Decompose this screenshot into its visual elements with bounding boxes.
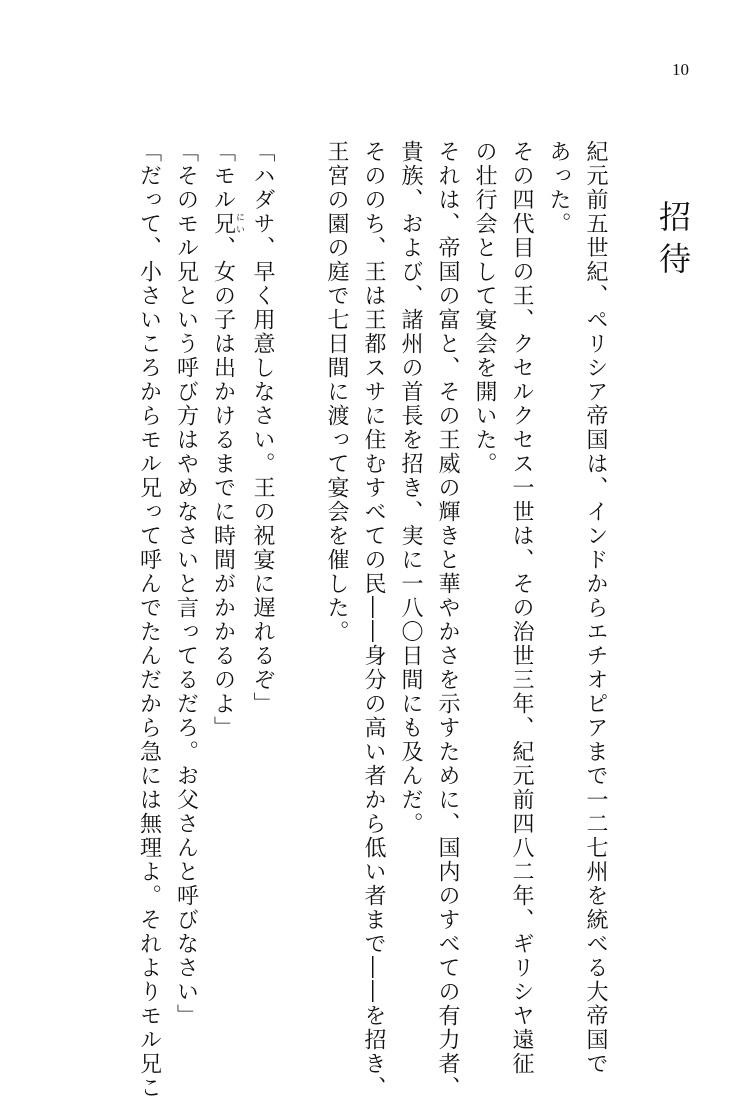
dialogue-line-3: 「そのモル兄という呼び方はやめなさいと言ってるだろ。お父さんと呼びなさい」 <box>173 140 199 1028</box>
text-line-8: 王宮の園の庭で七日間に渡って宴会を催した。 <box>324 140 349 644</box>
text-line-1: 紀元前五世紀、ペリシア帝国は、インドからエチオピアまで一二七州を統べる大帝国で <box>583 140 608 1076</box>
text-line-7: そののち、王は王都スサに住むすべての民――身分の高い者から低い者まで――を招き、 <box>361 140 386 1100</box>
dialogue-line-4: 「だって、小さいころからモル兄って呼んでたんだから急には無理よ。それよりモル兄こ <box>136 140 162 1100</box>
text-line-4: の壮行会として宴会を開いた。 <box>472 140 497 476</box>
ruby-annotation <box>210 212 244 236</box>
chapter-title: 招待 <box>654 200 692 284</box>
body-text <box>131 140 615 1100</box>
text-line-6: 貴族、および、諸州の首長を招き、実に一八〇日間にも及んだ。 <box>398 140 423 836</box>
ruby-text: にい <box>234 212 244 236</box>
page-number: 10 <box>672 60 689 79</box>
ruby-base: 兄 <box>210 212 236 236</box>
dialogue-line-2-text: 「モル兄にい、女の子は出かけるまでに時間がかかるのよ」 <box>210 140 244 740</box>
text-line-5: それは、帝国の富と、その王威の輝きと華やかさを示すために、国内のすべての有力者、 <box>435 140 460 1100</box>
dialogue-line-2 <box>205 140 245 970</box>
paragraph-gap <box>281 140 318 970</box>
text-line-2: あった。 <box>546 140 571 236</box>
dialogue-line-1: 「ハダサ、早く用意しなさい。王の祝宴に遅れるぞ」 <box>250 140 275 716</box>
text-line-3: その四代目の王、クセルクセス一世は、その治世三年、紀元前四八二年、ギリシヤ遠征 <box>509 140 534 1076</box>
